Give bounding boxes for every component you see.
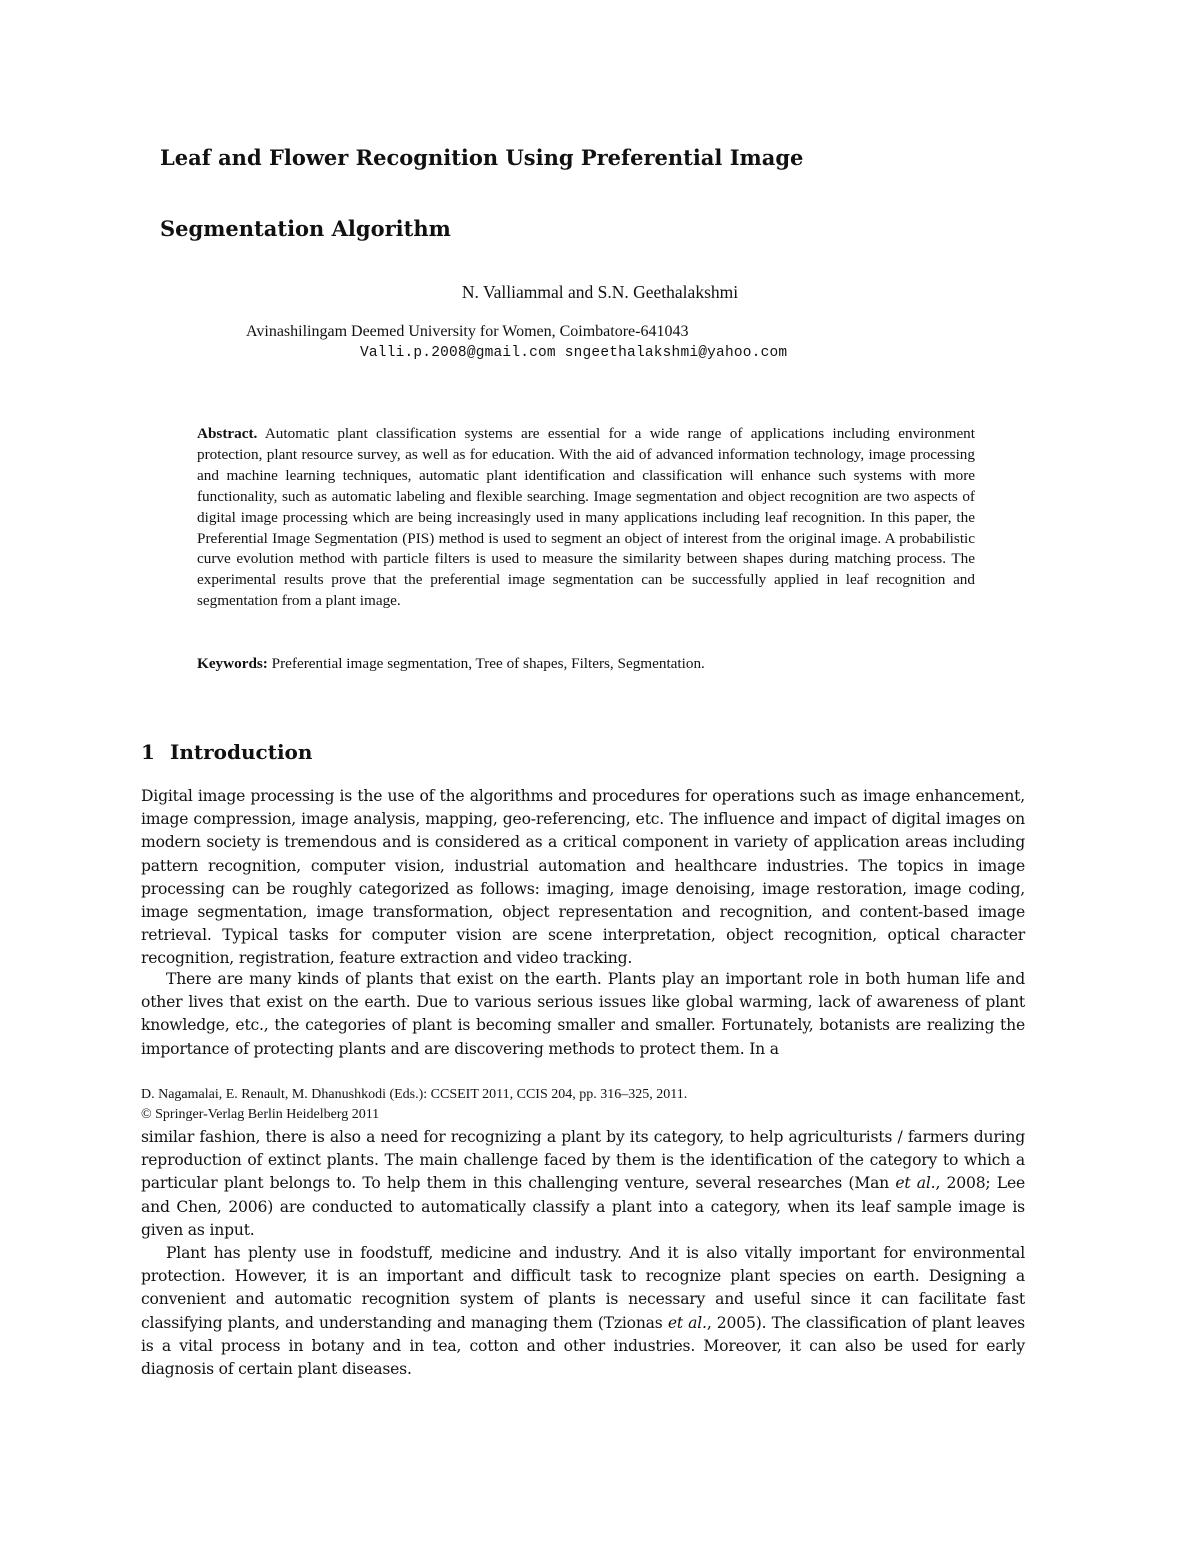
paragraph-3-part-a: similar fashion, there is also a need for recognizing a plant by its category, to help agriculturists / farmers during reproduction of extinct plants. The main challenge faced by them is the identification of the category to which a particular plant belongs to. To help them in this challenging venture, several researches (Man bbox=[141, 1128, 1025, 1193]
footnote-citation: D. Nagamalai, E. Renault, M. Dhanushkodi (Eds.): CCSEIT 2011, CCIS 204, pp. 316–325, 2011. bbox=[141, 1087, 688, 1102]
paragraph-4-part-b: , 2005). The classification of plant leaves is a vital process in botany and in tea, cotton and other industries. Moreover, it can also be used for early diagnosis of certain plant diseases. bbox=[141, 1313, 1025, 1379]
paragraph-1: Digital image processing is the use of the algorithms and procedures for operations such as image enhancement, image compression, image analysis, mapping, geo-referencing, etc. The influence and impact of digital images on modern society is tremendous and is considered as a critical component in variety of application areas including pattern recognition, computer vision, industrial automation and healthcare industries. The topics in image processing can be roughly categorized as follows: imaging, image denoising, image restoration, image coding, image segmentation, image transformation, object representation and recognition, and content-based image retrieval. Typical tasks for computer vision are scene interpretation, object recognition, optical character recognition, registration, feature extraction and video tracking. bbox=[141, 787, 1025, 968]
keywords bbox=[197, 653, 975, 674]
paragraph-4-part-a: Plant has plenty use in foodstuff, medicine and industry. And it is also vitally important for environmental protection. However, it is an important and difficult task to recognize plant species on earth. Designing a convenient and automatic recognition system of plants is necessary and useful since it can facilitate fast classifying plants, and understanding and managing them (Tzionas bbox=[141, 1244, 1025, 1332]
footnote bbox=[141, 1085, 687, 1125]
paragraph-4 bbox=[141, 1242, 1025, 1381]
paragraph-3-etal: et al. bbox=[895, 1174, 936, 1193]
author-emails: Valli.p.2008@gmail.com sngeethalakshmi@yahoo.com bbox=[360, 345, 788, 361]
paper-title-line-2: Segmentation Algorithm bbox=[160, 216, 451, 241]
paper-title-line-1: Leaf and Flower Recognition Using Preferential Image bbox=[160, 145, 804, 170]
section-number: 1 bbox=[141, 740, 155, 764]
affiliation: Avinashilingam Deemed University for Women, Coimbatore-641043 bbox=[246, 323, 689, 340]
section-title: Introduction bbox=[170, 740, 313, 764]
paragraph-3-part-b: , 2008; Lee and Chen, 2006) are conducted to automatically classify a plant into a category, when its leaf sample image is given as input. bbox=[141, 1174, 1026, 1239]
abstract bbox=[197, 424, 975, 612]
section-heading bbox=[141, 738, 312, 766]
keywords-text: Preferential image segmentation, Tree of shapes, Filters, Segmentation. bbox=[271, 655, 705, 672]
abstract-text: Automatic plant classification systems are essential for a wide range of applications including environment protection, plant resource survey, as well as for education. With the aid of advanced information technology, image processing and machine learning techniques, automatic plant identification and classification will enhance such systems with more functionality, such as automatic labeling and flexible searching. Image segmentation and object recognition are two aspects of digital image processing which are being increasingly used in many applications including leaf recognition. In this paper, the Preferential Image Segmentation (PIS) method is used to segment an object of interest from the original image. A probabilistic curve evolution method with particle filters is used to measure the similarity between shapes during matching process. The experimental results prove that the preferential image segmentation can be successfully applied in leaf recognition and segmentation from a plant image. bbox=[197, 425, 975, 610]
paragraph-2: There are many kinds of plants that exist on the earth. Plants play an important role in both human life and other lives that exist on the earth. Due to various serious issues like global warming, lack of awareness of plant knowledge, etc., the categories of plant is becoming smaller and smaller. Fortunately, botanists are realizing the importance of protecting plants and are discovering methods to protect them. In a bbox=[141, 970, 1025, 1058]
paragraph-3 bbox=[141, 1126, 1025, 1242]
paragraph-4-etal: et al. bbox=[667, 1313, 707, 1332]
footnote-copyright: © Springer-Verlag Berlin Heidelberg 2011 bbox=[141, 1107, 380, 1122]
abstract-label: Abstract. bbox=[197, 425, 258, 442]
authors: N. Valliammal and S.N. Geethalakshmi bbox=[461, 282, 739, 302]
keywords-label: Keywords: bbox=[197, 655, 268, 672]
